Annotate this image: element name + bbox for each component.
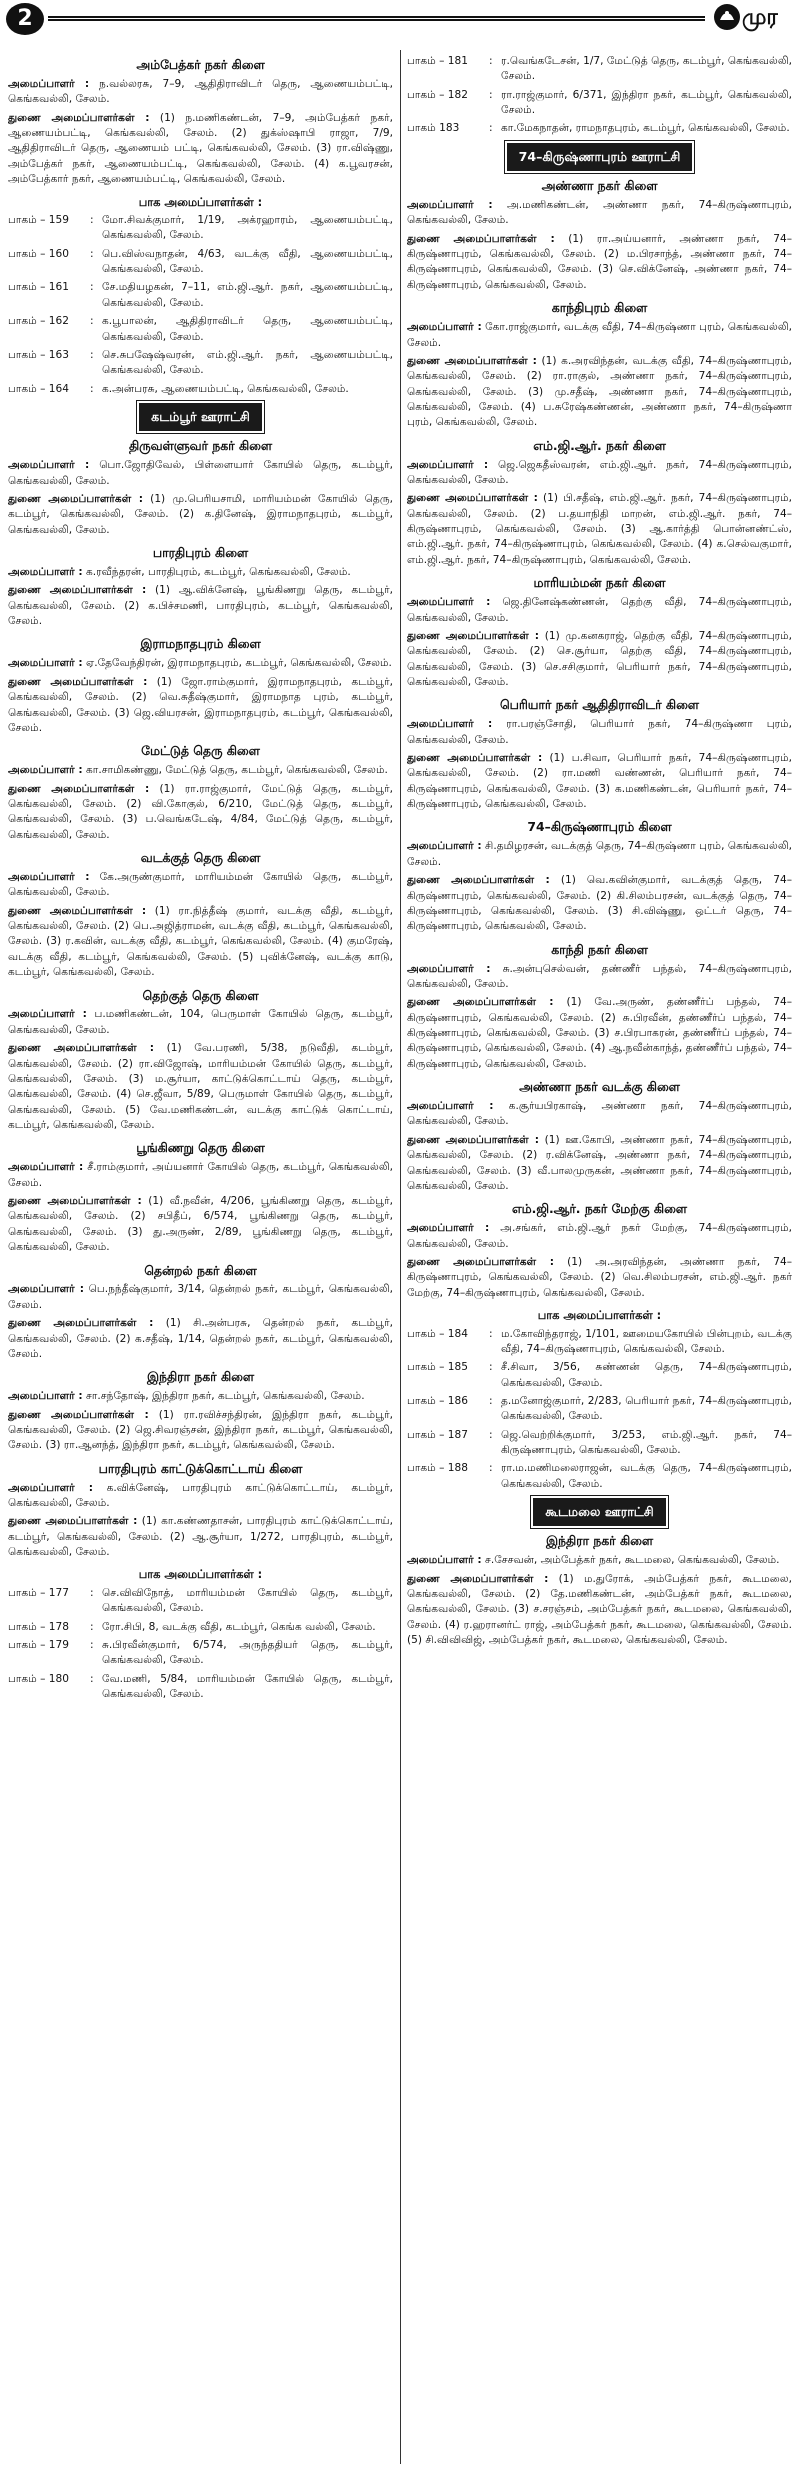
member-details: சீ.ராம்குமார், அய்யனார் கோயில் தெரு, கடம்பூர், கெங்கவல்லி, சேலம். <box>8 1161 393 1189</box>
branch-title: தெற்குத் தெரு கிளை <box>142 987 259 1003</box>
branch-block <box>8 1368 393 1453</box>
role-label: துணை அமைப்பாளர்கள் : <box>407 629 540 642</box>
member-paragraph <box>407 1572 792 1649</box>
role-label: துணை அமைப்பாளர்கள் : <box>8 1042 154 1055</box>
role-label: துணை அமைப்பாளர்கள் : <box>407 232 555 245</box>
member-paragraph <box>407 995 792 1072</box>
member-paragraph <box>8 1481 393 1512</box>
branch-title: பூங்கிணறு தெரு கிளை <box>136 1140 265 1156</box>
member-details: (1) ம.துரோக், அம்பேத்கர் நகர், கூடமலை, கெங்கவல்லி, சேலம். (2) தே.மணிகண்டன், அம்பேத்கர் நகர், கூடமலை, கெங்கவல்லி, சேலம். (3) ச.சரஞ்சம், அம்பேத்கர் நகர், கூடமலை, கெங்கவல்லி, சேலம். (4) ர.ஹரானர்ட் ராஜ், அம்பேத்கர் நகர், கூடமலை, கெங்கவல்லி, சேலம். (5) சி.விவிவிஜ், அம்பேத்கர் நகர், கூடமலை, கெங்கவல்லி, சேலம். <box>407 1572 792 1647</box>
masthead-brand: முர <box>742 5 778 30</box>
booth-number: பாகம் – 178 <box>8 1620 69 1633</box>
role-label: துணை அமைப்பாளர்கள் : <box>407 354 537 367</box>
booth-colon: : <box>489 88 493 101</box>
role-label: துணை அமைப்பாளர்கள் : <box>8 1408 149 1421</box>
role-label: துணை அமைப்பாளர்கள் : <box>8 1317 154 1330</box>
member-details: (1) சி.அன்பரசு, தென்றல் நகர், கடம்பூர், கெங்கவல்லி, சேலம். (2) க.சதீஷ், 1/14, தென்றல் நகர், கடம்பூர், கெங்கவல்லி, சேலம். <box>8 1317 393 1360</box>
booth-colon: : <box>489 1395 493 1407</box>
member-details: ஜெ.ஜெகதீஸ்வரன், எம்.ஜி.ஆர். நகர், 74–கிருஷ்ணாபுரம், கெங்கவல்லி, சேலம். <box>407 458 792 487</box>
role-label: அமைப்பாளர் : <box>8 1008 87 1021</box>
member-details: (1) ரா.அய்யனார், அண்ணா நகர், 74–கிருஷ்ணாபுரம், கெங்கவல்லி, சேலம். (2) ம.பிரசாந்த், அண்ணா நகர், 74–கிருஷ்ணாபுரம், கெங்கவல்லி, சேலம். (3) செ.விக்னேஷ், அண்ணா நகர், 74–கிருஷ்ணாபுரம், கெங்கவல்லி, சேலம். <box>407 232 792 291</box>
booth-member: வே.மணி, 5/84, மாரியம்மன் கோயில் தெரு, கடம்பூர், கெங்கவல்லி, சேலம். <box>102 1672 393 1701</box>
booth-colon: : <box>489 122 493 135</box>
role-label: அமைப்பாளர் : <box>407 962 491 975</box>
member-paragraph <box>407 198 792 229</box>
booth-colon: : <box>489 1428 493 1441</box>
booth-row <box>407 1327 792 1358</box>
member-paragraph <box>8 870 393 901</box>
booth-member: பெ.விஸ்வநாதன், 4/63, வடக்கு வீதி, ஆணையம்பட்டி, கெங்கவல்லி, சேலம். <box>102 247 393 276</box>
booth-number: பாகம் – 182 <box>407 88 468 101</box>
member-details: கே.அருண்குமார், மாரியம்மன் கோயில் தெரு, கடம்பூர், கெங்கவல்லி, சேலம். <box>8 870 393 899</box>
member-details: கோ.ராஜ்குமார், வடக்கு வீதி, 74–கிருஷ்ணா புரம், கெங்கவல்லி, சேலம். <box>407 321 792 349</box>
branch-block <box>8 437 393 538</box>
branch-title: அண்ணா நகர் வடக்கு கிளை <box>519 1079 680 1095</box>
booth-member: ரா.ராஜ்குமார், 6/371, இந்திரா நகர், கடம்பூர், கெங்கவல்லி, சேலம். <box>501 88 792 117</box>
branch-title: தென்றல் நகர் கிளை <box>144 1262 257 1278</box>
branch-title: திருவள்ளுவர் நகர் கிளை <box>128 438 273 454</box>
member-paragraph <box>8 1282 393 1313</box>
member-details: (1) ரா.ராஜ்குமார், மேட்டுத் தெரு, கடம்பூர், கெங்கவல்லி, சேலம். (2) வி.கோகுல், 6/210, மேட்டுத் தெரு, கடம்பூர், கெங்கவல்லி, சேலம். (3) ப.வெங்கடேஷ், 4/84, மேட்டுத் தெரு, கடம்பூர், கெங்கவல்லி, சேலம். <box>8 782 393 841</box>
branch-block <box>407 696 792 812</box>
member-details: (1) வே.பரணி, 5/38, நடுவீதி, கடம்பூர், கெங்கவல்லி, சேலம். (2) ரா.விஜோஷ், மாரியம்மன் கோயில் தெரு, கடம்பூர், கெங்கவல்லி, சேலம். (3) ம.சூர்யா, காட்டுக்கொட்டாய் தெரு, கடம்பூர், கெங்கவல்லி, சேலம். (4) செ.ஜீவா, 5/89, பெருமாள் கோயில் தெரு, கடம்பூர், கெங்கவல்லி, சேலம். (5) வே.மணிகண்டன், வடக்கு காட்டுக் கொட்டாய், கடம்பூர், கெங்கவல்லி, சேலம். <box>8 1042 393 1131</box>
booth-list <box>8 1566 393 1702</box>
member-details: பெ.நந்தீஷ்குமார், 3/14, தென்றல் நகர், கடம்பூர், கெங்கவல்லி, சேலம். <box>8 1283 393 1311</box>
member-paragraph <box>407 491 792 568</box>
booth-row <box>8 314 393 345</box>
member-details: சா.சந்தோஷ், இந்திரா நகர், கடம்பூர், கெங்கவல்லி, சேலம். <box>82 1390 365 1403</box>
panchayat-heading: கடம்பூர் ஊராட்சி <box>139 403 262 431</box>
branch-block <box>407 299 792 431</box>
branch-block <box>8 56 393 188</box>
member-paragraph <box>8 1408 393 1454</box>
booth-row <box>8 1638 393 1669</box>
member-paragraph <box>407 232 792 293</box>
role-label: துணை அமைப்பாளர்கள் : <box>407 874 550 887</box>
member-details: (1) பி.சதீஷ், எம்.ஜி.ஆர். நகர், 74–கிருஷ்ணாபுரம், கெங்கவல்லி, சேலம். (2) ப.தயாநிதி மாறன், எம்.ஜி.ஆர். நகர், 74–கிருஷ்ணாபுரம், கெங்கவல்லி, சேலம். (3) ஆ.கார்த்தி பொன்னண்ட்ஸ், எம்.ஜி.ஆர். நகர், 74–கிருஷ்ணாபுரம், கெங்கவல்லி, சேலம். (4) க.செல்வகுமார், எம்.ஜி.ஆர். நகர், 74–கிருஷ்ணாபுரம், கெங்கவல்லி, சேலம். <box>407 492 792 566</box>
branch-block <box>8 849 393 981</box>
member-details: ச.சேசவன், அம்பேத்கர் நகர், கூடமலை, கெங்கவல்லி, சேலம். <box>481 1554 780 1567</box>
booth-colon: : <box>90 247 94 260</box>
role-label: அமைப்பாளர் : <box>8 77 90 90</box>
member-details: அ.சங்கர், எம்.ஜி.ஆர் நகர் மேற்கு, 74–கிருஷ்ணாபுரம், கெங்கவல்லி, சேலம். <box>407 1222 792 1250</box>
member-details: (1) ப.சிவா, பெரியார் நகர், 74–கிருஷ்ணாபுரம், கெங்கவல்லி, சேலம். (2) ரா.மணி வண்ணன், பெரியார் நகர், 74–கிருஷ்ணாபுரம், கெங்கவல்லி, சேலம். (3) க.மணிகண்டன், பெரியார் நகர், 74–கிருஷ்ணாபுரம், கெங்கவல்லி, சேலம். <box>407 752 792 811</box>
booth-number: பாகம் – 180 <box>8 1672 69 1685</box>
member-paragraph <box>8 904 393 981</box>
branch-block <box>407 818 792 934</box>
role-label: அமைப்பாளர் : <box>8 1161 84 1174</box>
role-label: அமைப்பாளர் : <box>407 1554 482 1567</box>
member-details: சி.தமிழரசன், வடக்குத் தெரு, 74–கிருஷ்ணா புரம், கெங்கவல்லி, சேலம். <box>407 840 792 868</box>
member-paragraph <box>8 1316 393 1362</box>
member-details: க.சூர்யபிரகாஷ், அண்ணா நகர், 74–கிருஷ்ணாபுரம், கெங்கவல்லி, சேலம். <box>407 1100 792 1128</box>
role-label: அமைப்பாளர் : <box>407 458 489 471</box>
member-details: ப.மணிகண்டன், 104, பெருமாள் கோயில் தெரு, கடம்பூர், கெங்கவல்லி, சேலம். <box>8 1008 393 1036</box>
booth-number: பாகம் – 181 <box>407 55 468 67</box>
branch-title: 74–கிருஷ்ணாபுரம் கிளை <box>527 819 672 835</box>
panchayat-heading: 74–கிருஷ்ணாபுரம் ஊராட்சி <box>507 143 693 171</box>
column-divider <box>400 50 401 2464</box>
booth-member: சே.மதியழகன், 7–11, எம்.ஜி.ஆர். நகர், ஆணையம்பட்டி, கெங்கவல்லி, சேலம். <box>102 281 393 309</box>
booth-number: பாகம் – 159 <box>8 214 69 227</box>
booth-number: பாகம் – 163 <box>8 348 69 361</box>
member-paragraph <box>407 839 792 870</box>
member-paragraph <box>407 629 792 690</box>
role-label: துணை அமைப்பாளர்கள் : <box>8 111 150 124</box>
member-details: க.விக்னேஷ், பாரதிபுரம் காட்டுக்கொட்டாய், கடம்பூர், கெங்கவல்லி, சேலம். <box>8 1481 393 1510</box>
member-paragraph <box>407 320 792 351</box>
booth-row <box>407 1394 792 1425</box>
branch-title: இந்திரா நகர் கிளை <box>146 1369 255 1385</box>
member-paragraph <box>8 1041 393 1133</box>
booth-colon: : <box>489 1361 493 1374</box>
booth-row <box>8 348 393 379</box>
branch-block <box>8 1460 393 1561</box>
member-details: (1) ஊ.கோபி, அண்ணா நகர், 74–கிருஷ்ணாபுரம், கெங்கவல்லி, சேலம். (2) ர.விக்னேஷ், அண்ணா நகர், 74–கிருஷ்ணாபுரம், கெங்கவல்லி, சேலம். (3) வீ.பாலமுருகன், அண்ணா நகர், 74–கிருஷ்ணாபுரம், கெங்கவல்லி, சேலம். <box>407 1133 792 1192</box>
booth-colon: : <box>489 1327 493 1340</box>
right-column <box>407 54 792 2464</box>
booth-row <box>8 382 393 397</box>
member-details: ந.வல்லரசு, 7–9, ஆதிதிராவிடர் தெரு, ஆணையம்பட்டி, கெங்கவல்லி, சேலம். <box>8 77 393 106</box>
member-details: (1) அ.அரவிந்தன், அண்ணா நகர், 74–கிருஷ்ணாபுரம், கெங்கவல்லி, சேலம். (2) வெ.சிலம்பரசன், எம்.ஜி.ஆர். நகர் மேற்கு, 74–கிருஷ்ணாபுரம், கெங்கவல்லி, சேலம். <box>407 1255 792 1299</box>
booth-heading: பாக அமைப்பாளர்கள் : <box>537 1308 662 1323</box>
role-label: அமைப்பாளர் : <box>8 1481 93 1494</box>
member-details: சு.அன்புசெல்வன், தண்ணீர் பந்தல், 74–கிருஷ்ணாபுரம், கெங்கவல்லி, சேலம். <box>407 962 792 990</box>
role-label: அமைப்பாளர் : <box>8 657 83 670</box>
branch-block <box>407 574 792 690</box>
role-label: அமைப்பாளர் : <box>8 870 90 883</box>
booth-row <box>8 247 393 278</box>
role-label: அமைப்பாளர் : <box>8 459 90 472</box>
member-details: (1) ரா.நித்தீஷ் குமார், வடக்கு வீதி, கடம்பூர், கெங்கவல்லி, சேலம். (2) பெ.அஜித்ராமன், வடக்கு வீதி, கடம்பூர், கெங்கவல்லி, சேலம். (3) ர.கவின், வடக்கு வீதி, கடம்பூர், கெங்கவல்லி, சேலம். (4) குமரேஷ், வடக்கு வீதி, கடம்பூர், கெங்கவல்லி, சேலம். (5) புவிக்னேஷ், வடக்கு காடு, கடம்பூர், கெங்கவல்லி, சேலம். <box>8 904 393 979</box>
booth-member: க.பூபாலன், ஆதிதிராவிடர் தெரு, ஆணையம்பட்டி, கெங்கவல்லி, சேலம். <box>102 315 393 343</box>
booth-number: பாகம் – 186 <box>407 1395 468 1407</box>
member-paragraph <box>8 675 393 736</box>
member-details: (1) கா.கண்ணதாசன், பாரதிபுரம் காட்டுக்கொட்டாய், கடம்பூர், கெங்கவல்லி, சேலம். (2) ஆ.சூர்யா, 1/272, பாரதிபுரம், கடம்பூர், கெங்கவல்லி, சேலம். <box>8 1515 393 1559</box>
booth-number: பாகம் – 184 <box>407 1327 468 1340</box>
branch-block <box>8 544 393 629</box>
role-label: அமைப்பாளர் : <box>407 840 482 853</box>
role-label: துணை அமைப்பாளர்கள் : <box>8 904 147 917</box>
branch-block <box>8 987 393 1134</box>
emblem-icon <box>714 4 740 30</box>
booth-number: பாகம் – 187 <box>407 1428 468 1441</box>
role-label: அமைப்பாளர் : <box>407 199 493 212</box>
role-label: துணை அமைப்பாளர்கள் : <box>8 782 150 795</box>
role-label: துணை அமைப்பாளர்கள் : <box>407 492 538 505</box>
role-label: அமைப்பாளர் : <box>407 321 482 334</box>
member-details: (1) ஆ.விக்னேஷ், பூங்கிணறு தெரு, கடம்பூர், கெங்கவல்லி, சேலம். (2) க.பிச்சமணி, பாரதிபுரம், கடம்பூர், கெங்கவல்லி, சேலம். <box>8 584 393 628</box>
booth-colon: : <box>90 315 94 328</box>
role-label: அமைப்பாளர் : <box>407 718 493 731</box>
member-paragraph <box>8 656 393 671</box>
booth-row <box>407 1461 792 1492</box>
branch-block <box>407 1078 792 1194</box>
member-paragraph <box>8 1514 393 1560</box>
booth-colon: : <box>90 281 94 294</box>
member-details: கா.சாமிகண்ணு, மேட்டுத் தெரு, கடம்பூர், கெங்கவல்லி, சேலம். <box>82 764 388 777</box>
member-paragraph <box>8 1389 393 1404</box>
booth-colon: : <box>90 1620 94 1633</box>
role-label: துணை அமைப்பாளர்கள் : <box>8 584 147 597</box>
member-paragraph <box>8 1194 393 1255</box>
panchayat-heading: கூடமலை ஊராட்சி <box>533 1498 665 1526</box>
member-details: (1) மு.பெரியசாமி, மாரியம்மன் கோயில் தெரு, கடம்பூர், கெங்கவல்லி, சேலம். (2) க.தினேஷ், இராமநாதபுரம், கடம்பூர், கெங்கவல்லி, சேலம். <box>8 492 393 536</box>
member-paragraph <box>8 458 393 489</box>
member-paragraph <box>407 458 792 489</box>
booth-member: ம.கோவிந்தராஜ், 1/101, ஊமையகோயில் பின்புறம், வடக்கு வீதி, 74–கிருஷ்ணாபுரம், கெங்கவல்லி, சேலம். <box>501 1327 792 1355</box>
role-label: அமைப்பாளர் : <box>407 1100 494 1113</box>
booth-colon: : <box>90 1587 94 1600</box>
member-paragraph <box>8 77 393 108</box>
member-details: ஜெ.தினேஷ்கண்ணன், தெற்கு வீதி, 74–கிருஷ்ணாபுரம், கெங்கவல்லி, சேலம். <box>407 596 792 624</box>
role-label: துணை அமைப்பாளர்கள் : <box>407 1255 554 1268</box>
branch-title: இராமநாதபுரம் கிளை <box>140 636 261 652</box>
booth-row <box>8 1586 393 1617</box>
booth-colon: : <box>90 382 94 395</box>
booth-row <box>8 213 393 244</box>
branch-title: அண்ணா நகர் கிளை <box>541 178 658 194</box>
booth-member: ரா.ம.மணிமலைராஜன், வடக்கு தெரு, 74–கிருஷ்ணாபுரம், கெங்கவல்லி, சேலம். <box>501 1462 792 1490</box>
role-label: துணை அமைப்பாளர்கள் : <box>8 492 143 505</box>
booth-number: பாகம் – 162 <box>8 315 69 328</box>
booth-number: பாகம் – 164 <box>8 382 69 395</box>
role-label: துணை அமைப்பாளர்கள் : <box>8 675 148 688</box>
member-details: (1) ஜோ.ராம்குமார், இராமநாதபுரம், கடம்பூர், கெங்கவல்லி, சேலம். (2) வெ.சுதீஷ்குமார், இராமநாத புரம், கடம்பூர், கெங்கவல்லி, சேலம். (3) ஜெ.வியரசன், இராமநாதபுரம், கடம்பூர், கெங்கவல்லி, சேலம். <box>8 675 393 734</box>
role-label: அமைப்பாளர் : <box>8 1283 84 1296</box>
role-label: துணை அமைப்பாளர்கள் : <box>8 1515 138 1528</box>
member-paragraph <box>8 492 393 538</box>
branch-block <box>8 1262 393 1363</box>
booth-member: த.மனோஜ்குமார், 2/283, பெரியார் நகர், 74–கிருஷ்ணாபுரம், கெங்கவல்லி, சேலம். <box>501 1395 792 1423</box>
role-label: அமைப்பாளர் : <box>407 596 491 609</box>
branch-title: காந்திபுரம் கிளை <box>551 300 648 316</box>
member-details: (1) க.அரவிந்தன், வடக்கு வீதி, 74–கிருஷ்ணாபுரம், கெங்கவல்லி, சேலம். (2) ரா.ராகுல், அண்ணா நகர், 74–கிருஷ்ணாபுரம், கெங்கவல்லி, சேலம். (3) மு.சதீஷ், அண்ணா நகர், 74–கிருஷ்ணாபுரம், கெங்கவல்லி, சேலம். (4) ப.சுரேஷ்கண்ணன், அண்ணா நகர், 74–கிருஷ்ணா புரம், கெங்கவல்லி, சேலம். <box>407 354 792 429</box>
role-label: அமைப்பாளர் : <box>8 566 83 578</box>
role-label: அமைப்பாளர் : <box>407 1222 490 1235</box>
booth-heading: பாக அமைப்பாளர்கள் : <box>138 1567 263 1582</box>
booth-colon: : <box>90 214 94 227</box>
member-details: ரா.பரஞ்சோதி, பெரியார் நகர், 74–கிருஷ்ணா புரம், கெங்கவல்லி, சேலம். <box>407 718 792 746</box>
branch-block <box>407 437 792 569</box>
booth-row <box>407 121 792 136</box>
branch-block <box>8 742 393 843</box>
member-details: (1) வீ.நவீன், 4/206, பூங்கிணறு தெரு, கடம்பூர், கெங்கவல்லி, சேலம். (2) சபிதீப், 6/574, பூங்கிணறு தெரு, கடம்பூர், கெங்கவல்லி, சேலம். (3) து.அருண், 2/89, பூங்கிணறு தெரு, கடம்பூர், கெங்கவல்லி, சேலம். <box>8 1195 393 1254</box>
role-label: துணை அமைப்பாளர்கள் : <box>407 1572 549 1585</box>
member-paragraph <box>8 782 393 843</box>
member-paragraph <box>407 962 792 993</box>
left-column <box>8 54 393 2464</box>
booth-member: கா.மேகநாதன், ராமநாதபுரம், கடம்பூர், கெங்கவல்லி, சேலம். <box>501 122 790 135</box>
booth-member: செ.விவிநோத், மாரியம்மன் கோயில் தெரு, கடம்பூர், கெங்கவல்லி, சேலம். <box>102 1587 393 1615</box>
member-details: (1) ரா.ரவிச்சந்திரன், இந்திரா நகர், கடம்பூர், கெங்கவல்லி, சேலம். (2) ஜெ.சிவரஞ்சன், இந்திரா நகர், கடம்பூர், கெங்கவல்லி, சேலம். (3) ரா.ஆனந்த், இந்திரா நகர், கடம்பூர், கெங்கவல்லி, சேலம். <box>8 1408 393 1452</box>
member-details: (1) மு.கனகராஜ், தெற்கு வீதி, 74–கிருஷ்ணாபுரம், கெங்கவல்லி, சேலம். (2) செ.சூர்யா, தெற்கு வீதி, 74–கிருஷ்ணாபுரம், கெங்கவல்லி, சேலம். (3) செ.சசிகுமார், பெரியார் நகர், 74–கிருஷ்ணாபுரம், கெங்கவல்லி, சேலம். <box>407 629 792 688</box>
booth-number: பாகம் – 179 <box>8 1639 69 1652</box>
booth-colon: : <box>489 1462 493 1475</box>
member-paragraph <box>8 583 393 629</box>
booth-row <box>8 280 393 311</box>
booth-member: ரோ.சிபி, 8, வடக்கு வீதி, கடம்பூர், கெங்க வல்லி, சேலம். <box>102 1620 376 1633</box>
page-header <box>0 0 800 38</box>
role-label: துணை அமைப்பாளர்கள் : <box>407 752 543 765</box>
booth-member: ஜெ.வெற்றிக்குமார், 3/253, எம்.ஜி.ஆர். நகர், 74–கிருஷ்ணாபுரம், கெங்கவல்லி, சேலம். <box>501 1428 792 1457</box>
booth-colon: : <box>90 1639 94 1652</box>
booth-row <box>407 88 792 119</box>
booth-member: க.அன்பரசு, ஆணையம்பட்டி, கெங்கவல்லி, சேலம். <box>102 382 349 395</box>
role-label: துணை அமைப்பாளர்கள் : <box>8 1195 142 1208</box>
booth-member: மோ.சிவக்குமார், 1/19, அக்ரஹாரம், ஆணையம்பட்டி, கெங்கவல்லி, சேலம். <box>102 214 393 242</box>
booth-member: ர.வெங்கடேசன், 1/7, மேட்டுத் தெரு, கடம்பூர், கெங்கவல்லி, சேலம். <box>501 55 792 83</box>
member-paragraph <box>8 1160 393 1191</box>
member-paragraph <box>407 873 792 934</box>
branch-block <box>407 941 792 1073</box>
role-label: துணை அமைப்பாளர்கள் : <box>407 996 554 1009</box>
member-details: (1) வே.அருண், தண்ணீர்ப் பந்தல், 74–கிருஷ்ணாபுரம், கெங்கவல்லி, சேலம். (2) சு.பிரவீன், தண்ணீர்ப் பந்தல், 74–கிருஷ்ணாபுரம், கெங்கவல்லி, சேலம். (3) ச.பிரபாகரன், தண்ணீர்ப் பந்தல், 74–கிருஷ்ணாபுரம், கெங்கவல்லி, சேலம். (4) ஆ.நவீன்காந்த், தண்ணீர்ப் பந்தல், 74–கிருஷ்ணாபுரம், கெங்கவல்லி, சேலம். <box>407 996 792 1070</box>
branch-title: அம்பேத்கர் நகர் கிளை <box>136 57 265 72</box>
booth-row <box>407 54 792 85</box>
branch-title: மாரியம்மன் நகர் கிளை <box>533 575 666 591</box>
branch-title: காந்தி நகர் கிளை <box>551 941 648 957</box>
booth-number: பாகம் – 188 <box>407 1462 468 1475</box>
booth-member: செ.சுபஷேஷ்வரன், எம்.ஜி.ஆர். நகர், ஆணையம்பட்டி, கெங்கவல்லி, சேலம். <box>102 348 393 377</box>
member-paragraph <box>407 1255 792 1301</box>
member-paragraph <box>407 595 792 626</box>
branch-title: இந்திரா நகர் கிளை <box>545 1533 654 1549</box>
booth-row <box>407 1428 792 1459</box>
member-details: (1) வெ.கவின்குமார், வடக்குத் தெரு, 74–கிருஷ்ணாபுரம், கெங்கவல்லி, சேலம். (2) கி.சிலம்பரசன், வடக்குத் தெரு, 74–கிருஷ்ணாபுரம், கெங்கவல்லி, சேலம். (3) சி.விஷ்ணு, ஒட்டர் தெரு, 74–கிருஷ்ணாபுரம், கெங்கவல்லி, சேலம். <box>407 874 792 933</box>
member-paragraph <box>407 1099 792 1130</box>
booth-row <box>8 1672 393 1703</box>
member-paragraph <box>8 111 393 188</box>
booth-list <box>407 1307 792 1492</box>
member-details: அ.மணிகண்டன், அண்ணா நகர், 74–கிருஷ்ணாபுரம், கெங்கவல்லி, சேலம். <box>407 199 792 227</box>
booth-colon: : <box>489 55 493 67</box>
member-details: ஏ.தேவேந்திரன், இராமநாதபுரம், கடம்பூர், கெங்கவல்லி, சேலம். <box>82 657 392 670</box>
booth-member: சீ.சிவா, 3/56, சுண்ணன் தெரு, 74–கிருஷ்ணாபுரம், கெங்கவல்லி, சேலம். <box>501 1361 792 1389</box>
role-label: அமைப்பாளர் : <box>8 764 83 777</box>
member-paragraph <box>407 1133 792 1194</box>
branch-title: பாரதிபுரம் கிளை <box>152 545 249 561</box>
member-paragraph <box>407 717 792 748</box>
role-label: துணை அமைப்பாளர்கள் : <box>407 1133 539 1146</box>
booth-row <box>407 1360 792 1391</box>
booth-number: பாகம் – 177 <box>8 1587 69 1600</box>
branch-block <box>8 1139 393 1255</box>
member-paragraph <box>407 1221 792 1252</box>
branch-title: எம்.ஜி.ஆர். நகர் கிளை <box>533 437 666 453</box>
booth-number: பாகம் – 185 <box>407 1361 468 1374</box>
member-paragraph <box>407 1553 792 1568</box>
member-paragraph <box>8 565 393 580</box>
member-paragraph <box>407 354 792 431</box>
member-details: க.ரவீந்தரன், பாரதிபுரம், கடம்பூர், கெங்கவல்லி, சேலம். <box>82 566 351 578</box>
branch-title: வடக்குத் தெரு கிளை <box>140 850 261 865</box>
branch-title: பெரியார் நகர் ஆதிதிராவிடர் கிளை <box>500 697 699 713</box>
member-paragraph <box>8 763 393 778</box>
booth-row <box>8 1620 393 1635</box>
branch-block <box>407 1200 792 1301</box>
member-details: பொ.ஜோதிவேல், பிள்ளையார் கோயில் தெரு, கடம்பூர், கெங்கவல்லி, சேலம். <box>8 459 393 487</box>
booth-member: சு.பிரவீன்குமார், 6/574, அருந்ததியர் தெரு, கடம்பூர், கெங்கவல்லி, சேலம். <box>102 1639 393 1667</box>
booth-number: பாகம் – 160 <box>8 247 69 260</box>
branch-block <box>8 635 393 736</box>
branch-title: மேட்டுத் தெரு கிளை <box>141 743 260 759</box>
branch-block <box>407 1532 792 1648</box>
booth-heading: பாக அமைப்பாளர்கள் : <box>138 194 263 209</box>
booth-number: பாகம் – 161 <box>8 281 69 294</box>
branch-title: பாரதிபுரம் காட்டுக்கொட்டாய் கிளை <box>98 1460 303 1476</box>
member-paragraph <box>8 1007 393 1038</box>
booth-list <box>407 54 792 137</box>
booth-colon: : <box>90 1672 94 1685</box>
booth-colon: : <box>90 348 94 361</box>
branch-title: எம்.ஜி.ஆர். நகர் மேற்கு கிளை <box>512 1201 687 1217</box>
booth-list <box>8 194 393 397</box>
role-label: அமைப்பாளர் : <box>8 1390 83 1403</box>
member-details: (1) ந.மணிகண்டன், 7–9, அம்பேத்கர் நகர், ஆணையம்பட்டி, கெங்கவல்லி, சேலம். (2) துக்ஸ்ஷாபி ராஜா, 7/9, ஆதிதிராவிடர் தெரு, ஆணையம் பட்டி, கெங்கவல்லி, சேலம். (3) ரா.விஷ்ணு, அம்பேத்கர் நகர், ஆணையம்பட்டி, கெங்கவல்லி, சேலம். (4) க.பூவரசன், அம்பேத்கார் நகர், ஆணையம்பட்டி, கெங்கவல்லி, சேலம். <box>8 111 393 186</box>
branch-block <box>407 177 792 293</box>
page-number: 2 <box>6 3 44 35</box>
member-paragraph <box>407 751 792 812</box>
booth-number: பாகம் 183 <box>407 122 460 135</box>
header-rule <box>48 16 705 21</box>
